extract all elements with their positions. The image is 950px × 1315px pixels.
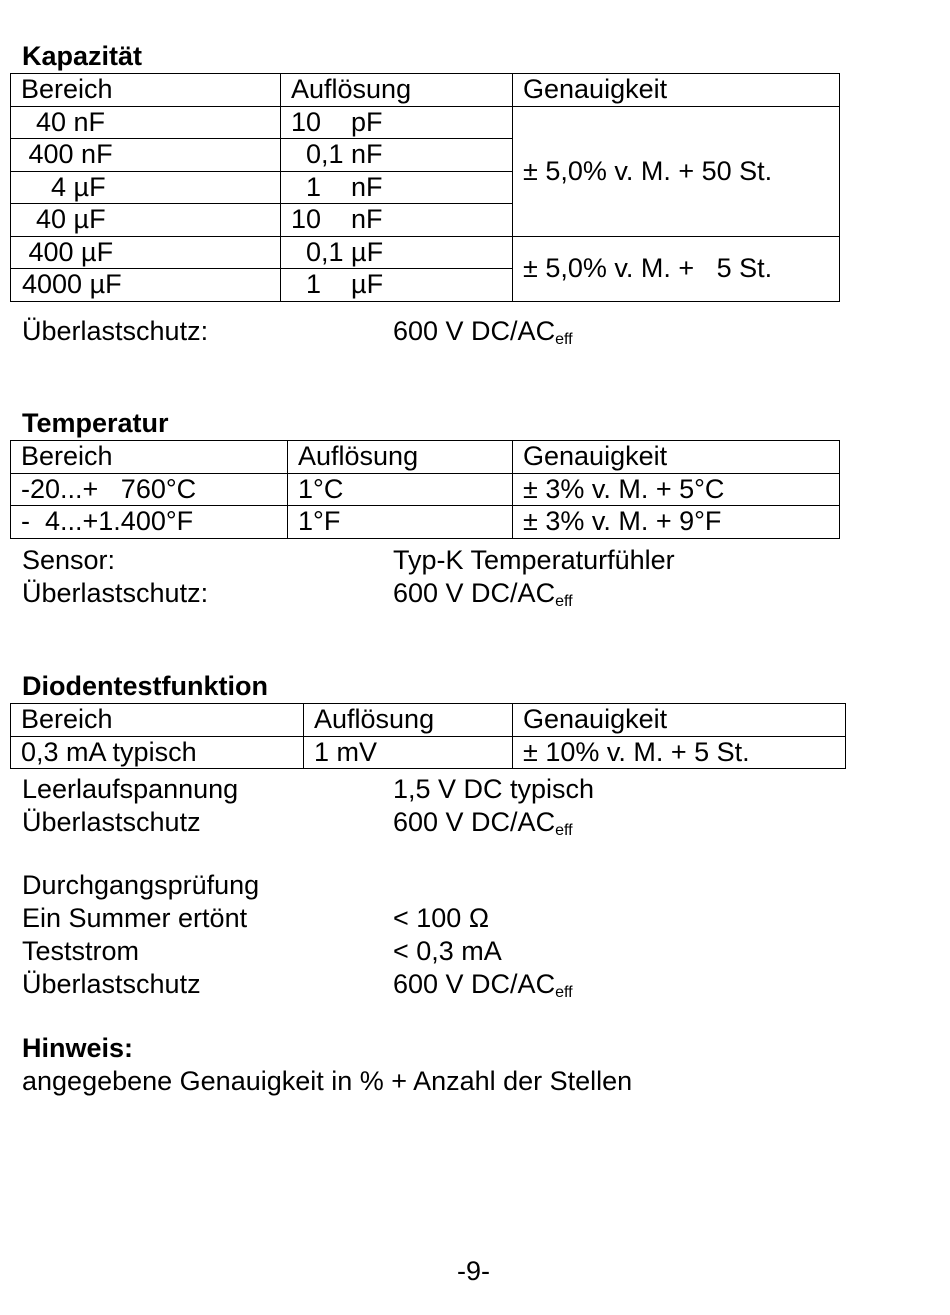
resolution-cell: 1 nF	[281, 171, 513, 204]
buzzer-label: Ein Summer ertönt	[22, 903, 248, 933]
temperatur-table	[10, 440, 840, 539]
accuracy-cell: ± 3% v. M. + 9°F	[513, 506, 840, 539]
open-voltage-value: 1,5 V DC typisch	[393, 774, 595, 804]
table-row	[11, 236, 840, 269]
sensor-value: Typ-K Temperaturfühler	[393, 545, 675, 575]
table-row	[11, 736, 846, 769]
range-cell: 40 nF	[11, 106, 281, 139]
buzzer-value: < 100 Ω	[393, 903, 490, 933]
overload-value: 600 V $DC/AC_{eff}$	[393, 578, 573, 610]
range-cell: 400 nF	[11, 139, 281, 172]
overload-label: Überlastschutz:	[22, 316, 209, 346]
column-header-bereich: Bereich	[11, 74, 281, 107]
kapazitaet-table	[10, 73, 840, 302]
resolution-cell: 0,1 µF	[281, 236, 513, 269]
accuracy-cell: ± 10% v. M. + 5 St.	[513, 736, 846, 769]
column-header-bereich: Bereich	[11, 441, 288, 474]
overload-value: 600 V $DC/AC_{eff}$	[393, 807, 573, 839]
overload-value: 600 V $DC/AC_{eff}$	[393, 969, 573, 1001]
table-header-row	[11, 704, 846, 737]
range-cell: 400 µF	[11, 236, 281, 269]
resolution-cell: 1 mV	[304, 736, 513, 769]
range-cell: - 4...+1.400°F	[11, 506, 288, 539]
range-cell: 0,3 mA typisch	[11, 736, 304, 769]
test-current-value: < 0,3 mA	[393, 936, 502, 966]
overload-label: Überlastschutz	[22, 969, 201, 999]
table-row	[11, 473, 840, 506]
column-header-genauigkeit: Genauigkeit	[513, 74, 840, 107]
column-header-genauigkeit: Genauigkeit	[513, 704, 846, 737]
page-number: -9-	[457, 1256, 490, 1286]
test-current-label: Teststrom	[22, 936, 140, 966]
accuracy-cell: ± 5,0% v. M. + 5 St.	[513, 236, 840, 301]
resolution-cell: 10 nF	[281, 204, 513, 237]
range-cell: -20...+ 760°C	[11, 473, 288, 506]
temperatur-title: Temperatur	[22, 408, 169, 438]
durchgang-title: Durchgangsprüfung	[22, 870, 260, 900]
overload-label: Überlastschutz	[22, 807, 201, 837]
column-header-genauigkeit: Genauigkeit	[513, 441, 840, 474]
resolution-cell: 1°C	[288, 473, 513, 506]
table-row	[11, 506, 840, 539]
open-voltage-label: Leerlaufspannung	[22, 774, 239, 804]
column-header-bereich: Bereich	[11, 704, 304, 737]
range-cell: 40 µF	[11, 204, 281, 237]
resolution-cell: 1 µF	[281, 269, 513, 302]
range-cell: 4000 µF	[11, 269, 281, 302]
column-header-aufloesung: Auflösung	[288, 441, 513, 474]
column-header-aufloesung: Auflösung	[304, 704, 513, 737]
diodentest-table	[10, 703, 846, 769]
overload-label: Überlastschutz:	[22, 578, 209, 608]
table-header-row	[11, 74, 840, 107]
diodentest-title: Diodentestfunktion	[22, 671, 268, 701]
table-header-row	[11, 441, 840, 474]
resolution-cell: 1°F	[288, 506, 513, 539]
sensor-label: Sensor:	[22, 545, 116, 575]
column-header-aufloesung: Auflösung	[281, 74, 513, 107]
accuracy-cell: ± 3% v. M. + 5°C	[513, 473, 840, 506]
overload-value: 600 V $DC/AC_{eff}$	[393, 316, 573, 348]
resolution-cell: 0,1 nF	[281, 139, 513, 172]
table-row	[11, 106, 840, 139]
hinweis-title: Hinweis:	[22, 1033, 134, 1063]
hinweis-text: angegebene Genauigkeit in % + Anzahl der Stellen	[22, 1066, 633, 1096]
kapazitaet-title: Kapazität	[22, 41, 143, 71]
accuracy-cell: ± 5,0% v. M. + 50 St.	[513, 106, 840, 236]
resolution-cell: 10 pF	[281, 106, 513, 139]
range-cell: 4 µF	[11, 171, 281, 204]
